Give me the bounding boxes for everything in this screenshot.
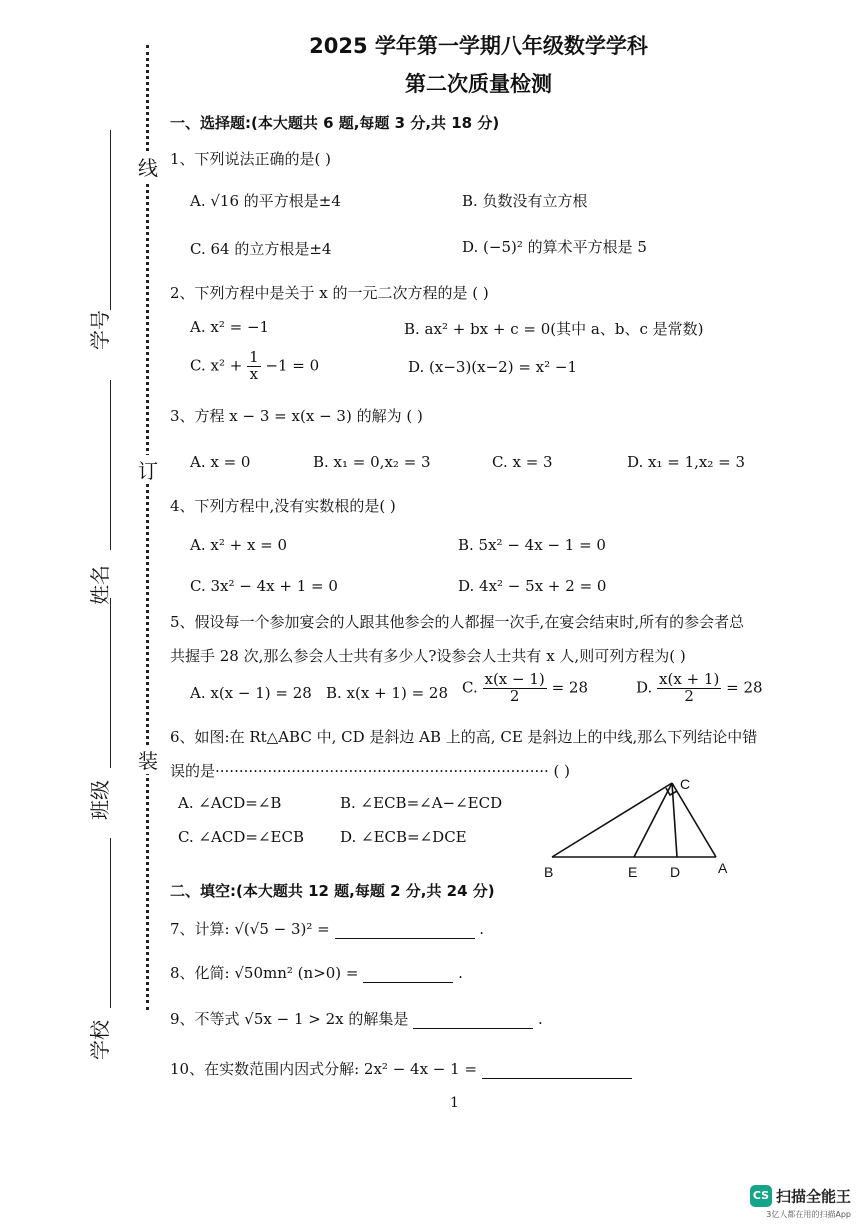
q8-answer-blank[interactable] — [363, 964, 453, 983]
figure-side-ca — [672, 783, 716, 857]
q4-option-a: A. x² + x = 0 — [190, 536, 288, 554]
margin-label-number: 学号 — [88, 310, 112, 350]
q7-row — [170, 918, 484, 939]
margin-line-name — [110, 380, 111, 550]
scanner-badge — [750, 1185, 851, 1220]
q4-option-b: B. 5x² − 4x − 1 = 0 — [458, 536, 606, 554]
binding-mark-xian: 线 — [138, 152, 158, 181]
q3-option-a: A. x = 0 — [190, 453, 251, 471]
binding-dotted-line — [146, 45, 149, 1010]
section1-heading: 一、选择题:(本大题共 6 题,每题 3 分,共 18 分) — [170, 114, 500, 132]
q3-stem: 3、方程 x − 3 = x(x − 3) 的解为 ( ) — [170, 407, 423, 425]
q5-option-d — [636, 672, 763, 705]
q5-option-d-numerator: x(x + 1) — [659, 670, 720, 688]
q2-option-a: A. x² = −1 — [190, 318, 270, 336]
q6-triangle-figure — [540, 775, 740, 885]
q7-answer-blank[interactable] — [335, 920, 475, 939]
q2-option-c-suffix: −1 = 0 — [265, 356, 320, 375]
q9-answer-blank[interactable] — [413, 1010, 533, 1029]
binding-mark-ding: 订 — [138, 455, 158, 484]
margin-label-name: 姓名 — [88, 565, 112, 605]
q9-text: 9、不等式 √5x − 1 > 2x 的解集是 — [170, 1010, 409, 1028]
q4-stem: 4、下列方程中,没有实数根的是( ) — [170, 497, 396, 515]
q1-stem: 1、下列说法正确的是( ) — [170, 150, 332, 168]
q4-option-d: D. 4x² − 5x + 2 = 0 — [458, 577, 607, 595]
margin-label-school: 学校 — [88, 1020, 112, 1060]
q2-option-c-denominator: x — [249, 364, 259, 383]
q6-line1: 6、如图:在 Rt△ABC 中, CD 是斜边 AB 上的高, CE 是斜边上的中线,那么下列结论中错 — [170, 728, 758, 746]
q6-line2: 误的是······································································ ( ) — [170, 762, 571, 780]
q5-option-d-suffix: = 28 — [726, 678, 763, 697]
q8-end: . — [458, 964, 463, 982]
q6-option-b: B. ∠ECB=∠A−∠ECD — [340, 794, 503, 812]
margin-label-class: 班级 — [88, 780, 112, 820]
q1-option-a: A. √16 的平方根是±4 — [190, 192, 341, 210]
page-subtitle: 第二次质量检测 — [405, 72, 552, 96]
q2-option-c-fraction — [247, 350, 261, 383]
q5-option-b: B. x(x + 1) = 28 — [326, 684, 449, 702]
scanner-logo-icon: CS — [750, 1185, 772, 1207]
figure-label-a: A — [718, 860, 728, 876]
scanner-app-slogan: 3亿人都在用的扫描App — [766, 1210, 851, 1219]
q5-option-d-fraction — [657, 672, 721, 705]
figure-label-c: C — [680, 776, 691, 792]
q5-option-a: A. x(x − 1) = 28 — [190, 684, 312, 702]
q5-option-c-denominator: 2 — [509, 686, 520, 705]
q2-option-c-prefix: C. x² + — [190, 356, 243, 375]
q6-option-c: C. ∠ACD=∠ECB — [178, 828, 304, 846]
q1-option-c: C. 64 的立方根是±4 — [190, 240, 332, 258]
page-title: 2025 学年第一学期八年级数学学科 — [309, 34, 648, 58]
q10-answer-blank[interactable] — [482, 1060, 632, 1079]
q6-option-a: A. ∠ACD=∠B — [178, 794, 282, 812]
q9-row — [170, 1008, 543, 1029]
q5-option-c — [462, 672, 588, 705]
q6-option-d: D. ∠ECB=∠DCE — [340, 828, 467, 846]
figure-label-b: B — [544, 864, 554, 880]
q2-option-c-numerator: 1 — [249, 348, 259, 366]
q2-option-c — [190, 350, 319, 383]
q3-option-c: C. x = 3 — [492, 453, 553, 471]
q10-row — [170, 1058, 632, 1079]
q5-line2: 共握手 28 次,那么参会人士共有多少人?设参会人士共有 x 人,则可列方程为( ) — [170, 647, 686, 665]
margin-line-school — [110, 838, 111, 1008]
q2-stem: 2、下列方程中是关于 x 的一元二次方程的是 ( ) — [170, 284, 489, 302]
figure-label-d: D — [670, 864, 681, 880]
scanner-app-name: 扫描全能王 — [775, 1187, 851, 1206]
q4-option-c: C. 3x² − 4x + 1 = 0 — [190, 577, 338, 595]
q5-option-c-prefix: C. — [462, 678, 478, 697]
q5-option-c-numerator: x(x − 1) — [484, 670, 545, 688]
q1-option-b: B. 负数没有立方根 — [462, 192, 588, 210]
q8-row — [170, 962, 463, 983]
q8-text: 8、化简: √50mn² (n>0) = — [170, 964, 359, 982]
figure-side-bc — [552, 783, 672, 857]
q5-option-c-suffix: = 28 — [551, 678, 588, 697]
q5-option-d-prefix: D. — [636, 678, 653, 697]
q2-option-b: B. ax² + bx + c = 0(其中 a、b、c 是常数) — [404, 320, 704, 338]
section2-heading: 二、填空:(本大题共 12 题,每题 2 分,共 24 分) — [170, 882, 495, 900]
q3-option-d: D. x₁ = 1,x₂ = 3 — [627, 453, 746, 471]
q5-option-c-fraction — [483, 672, 547, 705]
margin-line-class — [110, 598, 111, 768]
q5-option-d-denominator: 2 — [684, 686, 694, 705]
q9-end: . — [537, 1010, 543, 1028]
q7-end: . — [479, 920, 485, 938]
margin-line-number — [110, 130, 111, 310]
q5-line1: 5、假设每一个参加宴会的人跟其他参会的人都握一次手,在宴会结束时,所有的参会者总 — [170, 613, 745, 631]
q10-text: 10、在实数范围内因式分解: 2x² − 4x − 1 = — [170, 1060, 478, 1078]
q3-option-b: B. x₁ = 0,x₂ = 3 — [313, 453, 431, 471]
q7-text: 7、计算: √(√5 − 3)² = — [170, 920, 330, 938]
q2-option-d: D. (x−3)(x−2) = x² −1 — [408, 358, 578, 376]
q1-option-d: D. (−5)² 的算术平方根是 5 — [462, 238, 647, 256]
binding-mark-zhuang: 装 — [138, 745, 158, 774]
figure-label-e: E — [628, 864, 638, 880]
page-number: 1 — [450, 1095, 459, 1111]
